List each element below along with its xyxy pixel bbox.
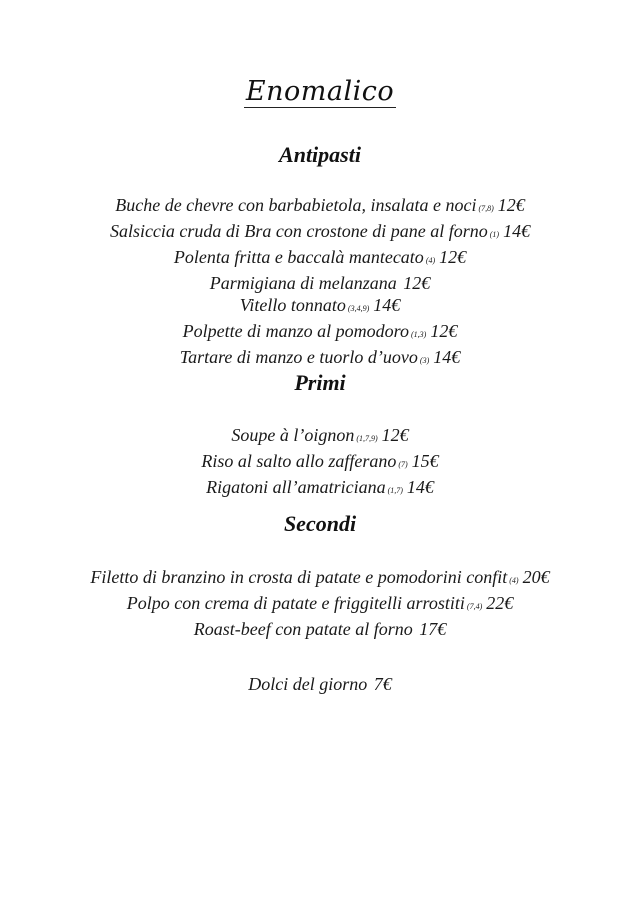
item-price: 12€ — [381, 425, 409, 445]
item-price: 14€ — [406, 477, 434, 497]
dessert-list — [0, 673, 640, 695]
item-price: 22€ — [486, 593, 514, 613]
item-price: 15€ — [411, 451, 439, 471]
menu-item — [0, 566, 640, 592]
item-name: Roast-beef con patate al forno — [193, 619, 413, 639]
item-name: Vitello tonnato — [239, 295, 346, 315]
item-allergens: (7,4) — [466, 602, 483, 611]
item-allergens: (1) — [489, 230, 500, 239]
item-allergens: (3) — [419, 356, 430, 365]
item-name: Filetto di branzino in crosta di patate e pomodorini confit — [90, 567, 508, 587]
item-name: Riso al salto allo zafferano — [201, 451, 397, 471]
item-price: 17€ — [419, 619, 447, 639]
item-price: 12€ — [439, 247, 467, 267]
section-title-secondi: Secondi — [283, 511, 357, 536]
item-price: 12€ — [403, 273, 431, 293]
item-allergens: (7) — [398, 460, 408, 469]
menu-item — [0, 220, 640, 246]
menu-item — [0, 294, 640, 320]
primi-list — [0, 424, 640, 502]
restaurant-name-text: Enomalico — [245, 76, 395, 107]
secondi-list — [0, 566, 640, 640]
item-price: 7€ — [373, 674, 392, 694]
menu-item — [0, 424, 640, 450]
item-allergens: (1,3) — [411, 330, 427, 339]
item-name: Dolci del giorno — [248, 674, 368, 694]
item-name: Tartare di manzo e tuorlo d’uovo — [179, 347, 418, 367]
menu-item — [0, 618, 640, 640]
item-price: 14€ — [433, 347, 461, 367]
item-name: Polenta fritta e baccalà mantecato — [173, 247, 424, 267]
item-price: 12€ — [497, 195, 525, 215]
item-allergens: (4) — [509, 576, 519, 585]
item-price: 14€ — [503, 221, 531, 241]
menu-item — [0, 450, 640, 476]
menu-item — [0, 346, 640, 372]
item-name: Soupe à l’oignon — [231, 425, 355, 445]
item-allergens: (7,8) — [478, 204, 494, 213]
menu-item — [0, 194, 640, 220]
item-name: Rigatoni all’amatriciana — [206, 477, 386, 497]
menu-item — [0, 476, 640, 502]
item-name: Parmigiana di melanzana — [209, 273, 397, 293]
item-name: Polpo con crema di patate e friggitelli arrostiti — [126, 593, 465, 613]
item-price: 12€ — [430, 321, 458, 341]
restaurant-name — [0, 76, 640, 107]
item-allergens: (3,4,9) — [347, 304, 370, 313]
item-name: Polpette di manzo al pomodoro — [182, 321, 409, 341]
menu-item — [0, 272, 640, 294]
menu-item — [0, 320, 640, 346]
item-name: Buche de chevre con barbabietola, insalata e noci — [115, 195, 477, 215]
item-price: 20€ — [522, 567, 550, 587]
section-title-primi: Primi — [294, 370, 346, 395]
antipasti-list — [0, 194, 640, 372]
section-title-antipasti: Antipasti — [279, 142, 361, 167]
item-allergens: (4) — [425, 256, 436, 265]
menu-item-dessert — [0, 673, 640, 695]
item-name: Salsiccia cruda di Bra con crostone di pane al forno — [109, 221, 488, 241]
item-allergens: (1,7,9) — [356, 434, 378, 443]
item-price: 14€ — [373, 295, 401, 315]
item-allergens: (1,7) — [387, 486, 403, 495]
menu-item — [0, 592, 640, 618]
menu-item — [0, 246, 640, 272]
